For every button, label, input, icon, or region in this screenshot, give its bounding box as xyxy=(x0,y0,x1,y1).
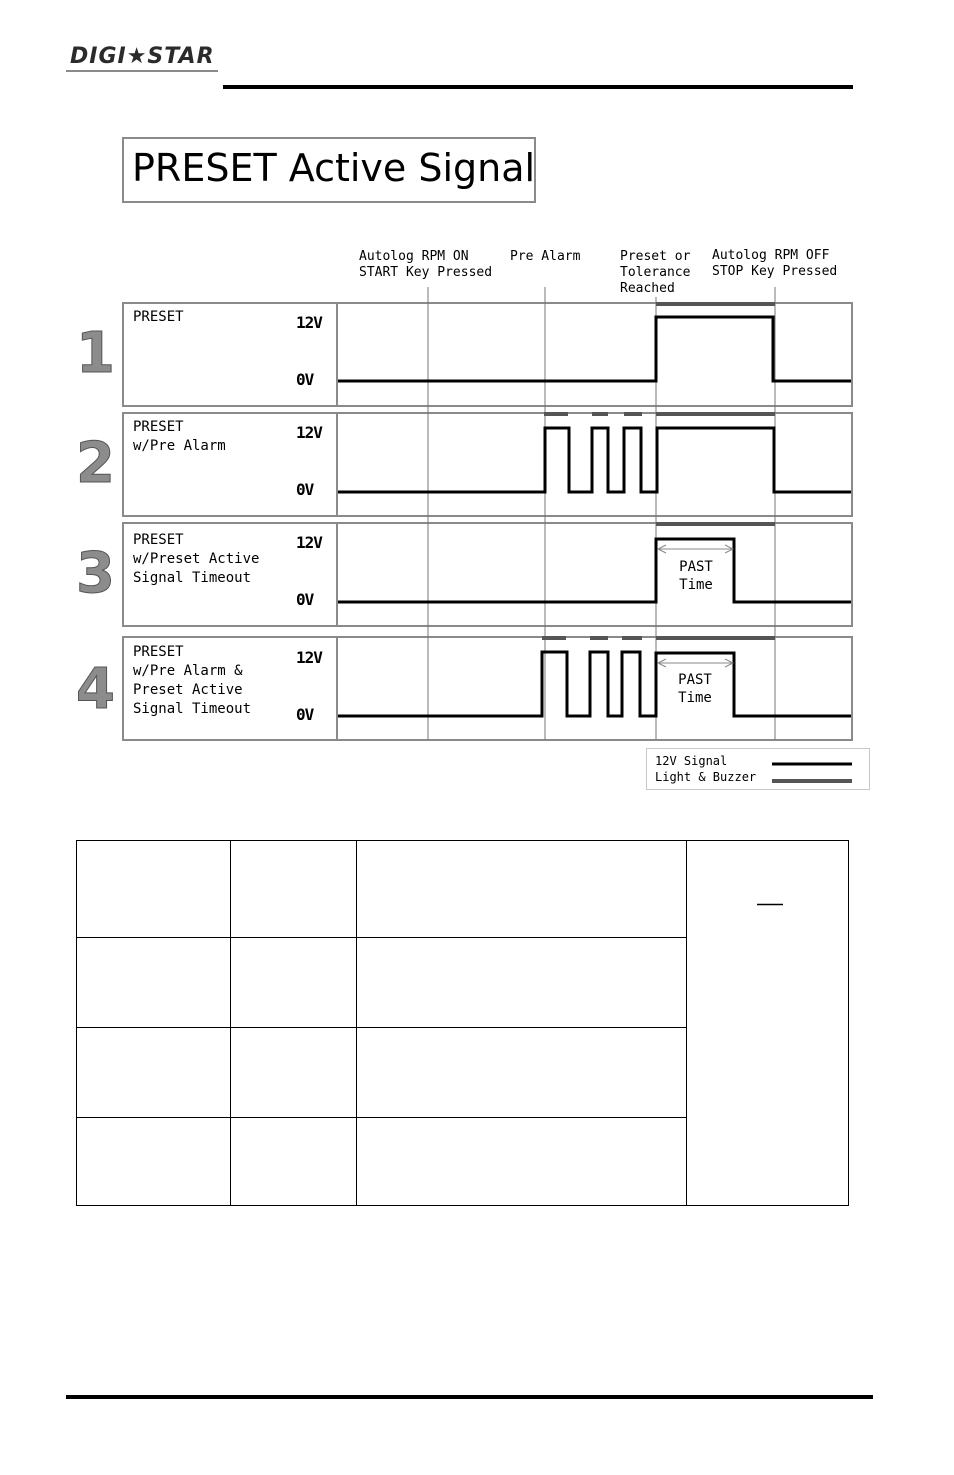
legend-signal-label: 12V Signal xyxy=(655,754,728,768)
row-2-label xyxy=(133,418,226,456)
row-3-label-line3: Signal Timeout xyxy=(133,570,252,586)
row-4-0v-label: 0V xyxy=(296,705,314,724)
row-3-past-line1: PAST xyxy=(679,559,713,575)
row-1-label-line1: PRESET xyxy=(133,309,184,325)
row-3-label-line2: w/Preset Active xyxy=(133,551,260,567)
row-4-label-line4: Signal Timeout xyxy=(133,701,252,717)
row-4-label-line2: w/Pre Alarm & xyxy=(133,663,243,679)
row-1-waveform xyxy=(338,317,851,381)
row-4-label xyxy=(133,643,251,719)
row-4-past-line1: PAST xyxy=(678,672,712,688)
legend-light-label: Light & Buzzer xyxy=(655,770,757,784)
row-2-waveform xyxy=(338,428,851,492)
row-4-label-line1: PRESET xyxy=(133,644,184,660)
row-3-waveform xyxy=(338,539,851,602)
row-1-number: 1 xyxy=(76,321,115,386)
row-4-number: 4 xyxy=(76,657,115,722)
row-4-waveform xyxy=(338,652,851,716)
digistar-logo: DIGI★STAR xyxy=(70,44,215,69)
row-3-label-line1: PRESET xyxy=(133,532,184,548)
page-title: PRESET Active Signal xyxy=(132,146,536,190)
event-preset-line2: Tolerance xyxy=(620,265,691,280)
row-2-12v-label: 12V xyxy=(296,423,322,442)
event-autolog-off-line1: Autolog RPM OFF xyxy=(712,248,830,263)
row-3-0v-label: 0V xyxy=(296,590,314,609)
row-4-label-line3: Preset Active xyxy=(133,682,243,698)
row-2-label-line2: w/Pre Alarm xyxy=(133,438,226,454)
row-1-0v-label: 0V xyxy=(296,370,314,389)
row-3-past-time xyxy=(666,558,726,594)
event-preset-line1: Preset or xyxy=(620,249,691,264)
row-1-12v-label: 12V xyxy=(296,313,322,332)
table-frame xyxy=(77,841,849,1206)
event-preset-line3: Reached xyxy=(620,281,675,296)
row-4-12v-label: 12V xyxy=(296,648,322,667)
row-2-0v-label: 0V xyxy=(296,480,314,499)
event-autolog-on-line2: START Key Pressed xyxy=(359,265,493,280)
row-3-number: 3 xyxy=(76,541,115,606)
row-3-label xyxy=(133,531,259,588)
row-2-number: 2 xyxy=(76,431,115,496)
footer-rule xyxy=(66,1395,873,1399)
empty-table xyxy=(76,840,849,1206)
row-3-past-line2: Time xyxy=(679,577,713,593)
row-1-label xyxy=(133,308,184,327)
row-4-past-time xyxy=(665,671,725,707)
row-3-12v-label: 12V xyxy=(296,533,322,552)
event-autolog-on-line1: Autolog RPM ON xyxy=(359,249,469,264)
event-pre-alarm: Pre Alarm xyxy=(510,249,581,264)
row-4-past-line2: Time xyxy=(678,690,712,706)
row-2-label-line1: PRESET xyxy=(133,419,184,435)
event-autolog-off-line2: STOP Key Pressed xyxy=(712,264,838,279)
